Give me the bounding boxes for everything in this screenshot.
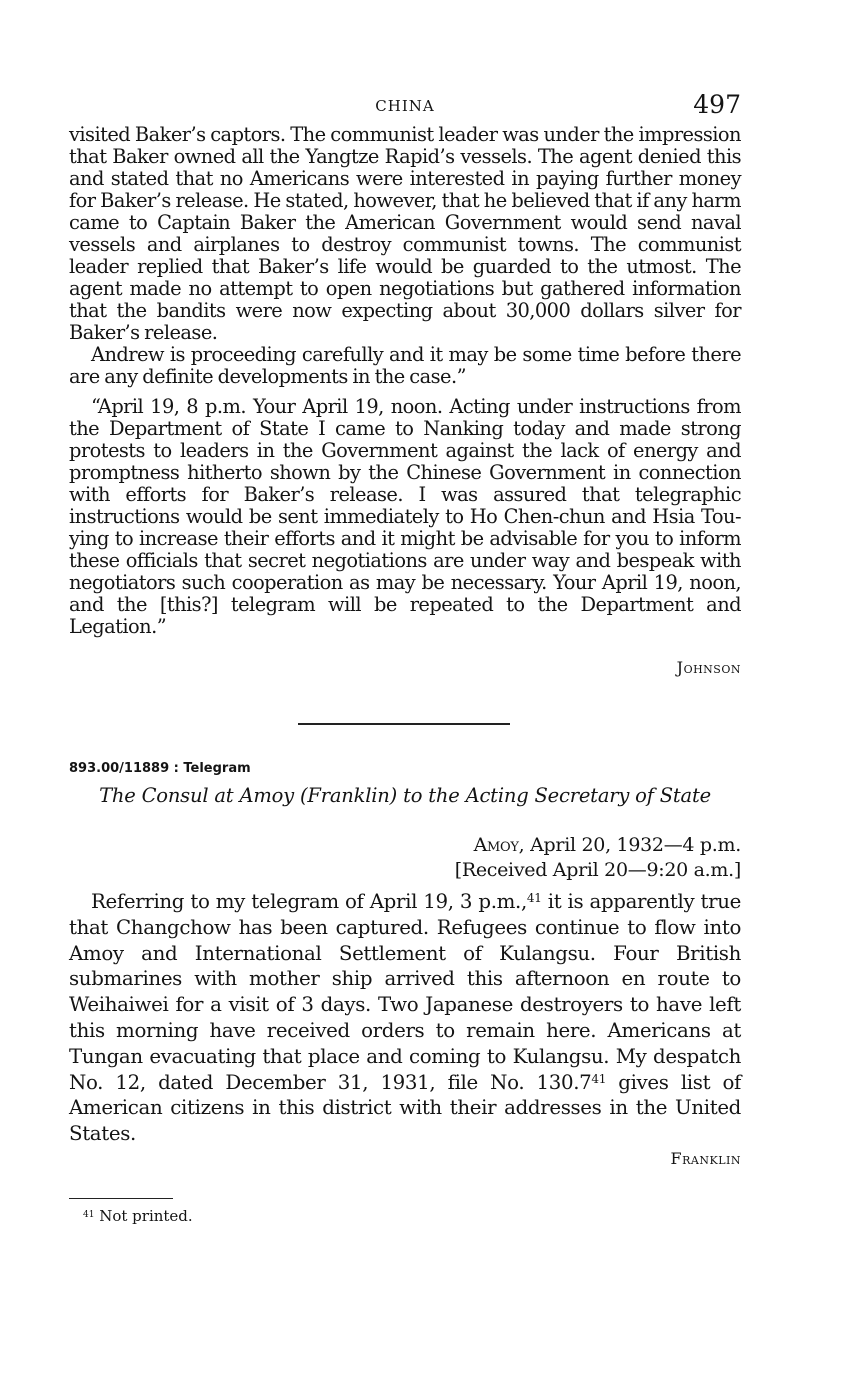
dateline-place: Amoy <box>473 834 519 856</box>
signature-johnson: Johnson <box>676 658 741 677</box>
document-page <box>69 88 741 1225</box>
section-divider <box>298 723 510 725</box>
footnote-reference: 41 <box>591 1071 606 1086</box>
footnote-divider <box>69 1198 173 1199</box>
dateline-received: [Received April 20—9:20 a.m.] <box>454 859 741 881</box>
paragraph-april-19-telegram: “April 19, 8 p.m. Your April 19, noon. Acting under instructions from the Department of State I came to Nanking today and made strong protests to leaders in the Government against the lack of energy and promptness hitherto shown by the Chinese Government in connection with efforts for Baker’s release. I was assured that telegraphic instructions would be sent immediately to Ho Chen-chun and Hsia Tou-ying to increase their efforts and it might be advisable for you to inform these officials that secret negotiations are under way and bespeak with negotiators such cooperation as may be necessary. Your April 19, noon, and the [this?] telegram will be repeated to the Department and Legation.” <box>69 395 741 638</box>
telegram-body-part2: it is apparently true that Changchow has been captured. Refugees continue to flow into Amoy and International Settlement of Kulangsu. Four British submarines with mother ship arrived this afternoon en route to Weihaiwei for a visit of 3 days. Two Japanese destroyers to have left this morning have received orders to remain here. Americans at Tungan evacuating that place and coming to Kulangsu. My despatch No. 12, dated December 31, 1931, file No. 130.7 <box>69 890 741 1094</box>
page-number: 497 <box>693 90 741 119</box>
dateline-date: , April 20, 1932—4 p.m. <box>518 834 741 856</box>
dateline-sent <box>69 833 741 858</box>
telegram-body <box>69 889 741 1147</box>
telegram-body-part1: Referring to my telegram of April 19, 3 p.m., <box>91 890 527 913</box>
footnote-reference: 41 <box>526 891 542 905</box>
running-head: CHINA <box>375 97 435 115</box>
page-header <box>69 88 741 124</box>
telegram-body-part3: gives list of American citizens in this district with their addresses in the United States. <box>69 1070 741 1146</box>
paragraph-continuation: visited Baker’s captors. The communist leader was under the impression that Baker owned all the Yangtze Rapid’s vessels. The agent denied this and stated that no Americans were interested in paying further money for Baker’s release. He stated, however, that he believed that if any harm came to Captain Baker the American Government would send naval vessels and airplanes to destroy communist towns. The communist leader replied that Baker’s life would be guarded to the utmost. The agent made no attempt to open negotiations but gathered information that the bandits were now expecting about 30,000 dollars silver for Baker’s release. <box>69 123 741 344</box>
document-reference: 893.00/11889 : Telegram <box>69 761 251 776</box>
footnote-number: 41 <box>83 1209 95 1220</box>
dateline <box>69 833 741 883</box>
paragraph-andrew: Andrew is proceeding carefully and it may be some time before there are any definite developments in the case.” <box>69 343 741 388</box>
signature-franklin: Franklin <box>670 1148 741 1168</box>
document-title: The Consul at Amoy (Franklin) to the Acting Secretary of State <box>99 784 711 807</box>
footnote-text: Not printed. <box>94 1206 193 1225</box>
footnote <box>83 1207 741 1225</box>
